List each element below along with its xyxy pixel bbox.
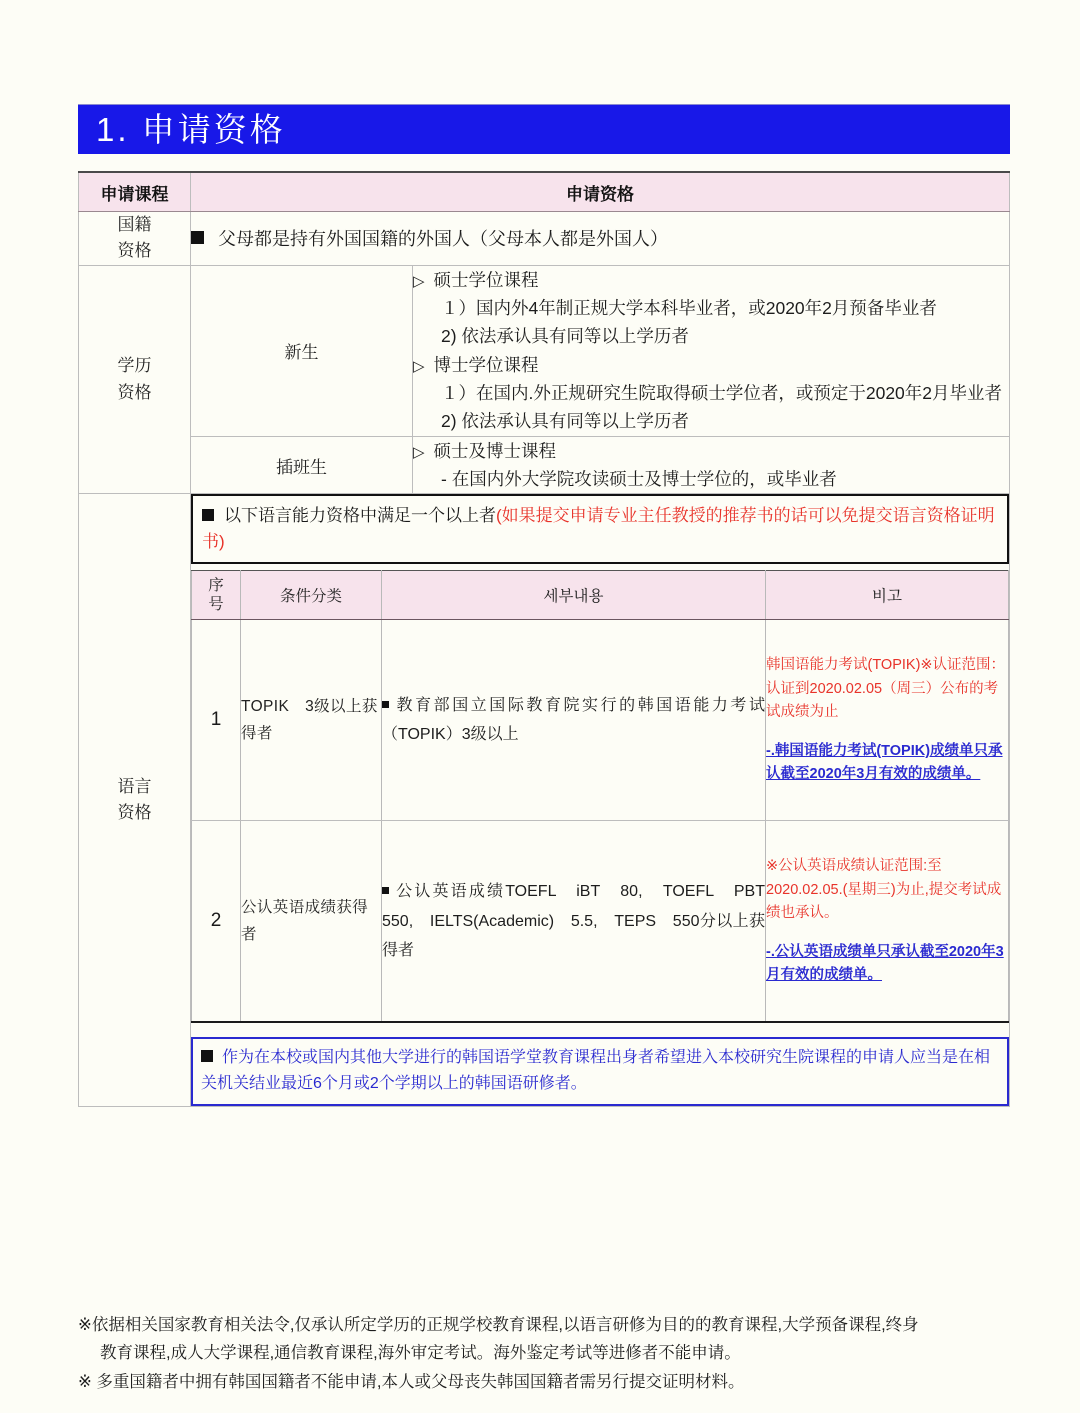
label-nationality-line2: 资格 [117, 241, 152, 261]
new-student-line4-wrap [413, 351, 1009, 379]
new-student-line5: １）在国内.外正规研究生院取得硕士学位者，或预定于2020年2月毕业者 [441, 383, 1003, 404]
triangle-bullet-icon: ▷ [413, 357, 425, 375]
sublabel-transfer-student: 插班生 [191, 436, 413, 494]
label-language-line2: 资格 [117, 803, 152, 823]
bullet-square-icon [191, 231, 204, 244]
row2-remark-red: ※公认英语成绩认证范围:至2020.02.05.(星期三)为止,提交考试成绩也承认。 [766, 858, 1002, 921]
label-education-line1: 学历 [117, 356, 152, 376]
label-nationality [79, 212, 191, 266]
row1-detail-cell [382, 620, 766, 821]
row2-remark-cell [766, 821, 1009, 1023]
cell-nationality-content [191, 212, 1010, 266]
transfer-line1-wrap [413, 437, 1009, 465]
inner-header-no-line2: 号 [208, 596, 224, 614]
footnote-1-main: ※依据相关国家教育相关法令,仅承认所定学历的正规学校教育课程,以语言研修为目的的教育课程,大学预备课程,终身 [78, 1316, 919, 1334]
triangle-bullet-icon: ▷ [413, 272, 425, 290]
bullet-small-square-icon [382, 701, 389, 708]
row1-remark-red: 韩国语能力考试(TOPIK)※认证范围：认证到2020.02.05（周三）公布的考试成绩为止 [766, 657, 1006, 720]
sublabel-new-student: 新生 [191, 265, 413, 436]
notice-black-text: 以下语言能力资格中满足一个以上者 [224, 506, 496, 526]
page-title: 1. 申请资格 [96, 111, 286, 148]
footnote-2: ※ 多重国籍者中拥有韩国国籍者不能申请,本人或父母丧失韩国国籍者需另行提交证明材料。 [78, 1373, 745, 1392]
row1-category: TOPIK 3级以上获得者 [241, 620, 382, 821]
header-qualification: 申请资格 [191, 172, 1010, 212]
nationality-text: 父母都是持有外国国籍的外国人（父母本人都是外国人） [218, 229, 668, 250]
qualification-table [78, 171, 1010, 1107]
table-header-row [79, 172, 1010, 212]
row2-no: 2 [192, 821, 241, 1023]
inner-header-remark: 비고 [766, 571, 1009, 620]
notice-red-text: (如果提交申请专业主任教授的推荐书的话可以免提交语言资格证明书) [202, 506, 995, 551]
new-student-line2: １）国内外4年制正规大学本科毕业者，或2020年2月预备毕业者 [441, 298, 937, 319]
inner-header-row [192, 571, 1009, 620]
table-row [192, 620, 1009, 821]
triangle-bullet-icon: ▷ [413, 443, 425, 461]
row1-detail: 教育部国立国际教育院实行的韩国语能力考试（TOPIK）3级以上 [382, 696, 765, 744]
footnote-1-cont: 教育课程,成人大学课程,通信教育课程,海外审定考试。海外鉴定考试等进修者不能申请。 [100, 1343, 741, 1362]
row-education-new [79, 265, 1010, 436]
row2-detail-cell [382, 821, 766, 1023]
label-nationality-line1: 国籍 [117, 215, 152, 234]
row1-no: 1 [192, 620, 241, 821]
label-language-line1: 语言 [117, 776, 152, 796]
header-program: 申请课程 [79, 172, 191, 212]
row1-remark-blue: -.韩国语能力考试(TOPIK)成绩单只承认截至2020年3月有效的成绩单。 [766, 743, 1003, 783]
row2-remark-blue: -.公认英语成绩单只承认截至2020年3月有效的成绩单。 [766, 944, 1004, 984]
cell-language-content [191, 494, 1010, 1106]
language-notice-box [191, 494, 1009, 564]
language-requirements-table [191, 570, 1009, 1023]
row-education-transfer [79, 436, 1010, 494]
new-student-line1: 硕士学位课程 [433, 269, 539, 290]
label-language [79, 494, 191, 1106]
footnotes [78, 1312, 1023, 1399]
bullet-square-icon [201, 1050, 213, 1062]
row-nationality [79, 212, 1010, 266]
section-banner [78, 104, 1010, 154]
cell-transfer-student-content [413, 436, 1010, 494]
new-student-line1-wrap [413, 266, 1009, 294]
transfer-line1: 硕士及博士课程 [433, 440, 557, 461]
transfer-line2: - 在国内外大学院攻读硕士及博士学位的，或毕业者 [441, 469, 837, 490]
cell-new-student-content [413, 265, 1010, 436]
bullet-square-icon [202, 509, 214, 521]
label-education-line2: 资格 [117, 382, 152, 402]
row2-detail: 公认英语成绩TOEFL iBT 80, TOEFL PBT 550, IELTS(Academic) 5.5, TEPS 550分以上获得者 [382, 883, 765, 960]
bullet-small-square-icon [382, 887, 389, 894]
row-language [79, 494, 1010, 1106]
blue-box-text: 作为在本校或国内其他大学进行的韩国语学堂教育课程出身者希望进入本校研究生院课程的申请人应当是在相关机关结业最近6个月或2个学期以上的韩国语研修者。 [201, 1049, 991, 1093]
inner-header-no [192, 571, 241, 620]
inner-header-detail: 세부내용 [382, 571, 766, 620]
new-student-line6: 2) 依法承认具有同等以上学历者 [441, 411, 689, 432]
new-student-line4: 博士学位课程 [433, 354, 539, 375]
inner-header-no-line1: 序 [208, 577, 224, 595]
korean-language-institute-box [191, 1037, 1009, 1105]
table-row [192, 821, 1009, 1023]
row1-remark-cell [766, 620, 1009, 821]
footnote-1 [78, 1312, 1023, 1367]
new-student-line3: 2) 依法承认具有同等以上学历者 [441, 326, 689, 347]
row2-category: 公认英语成绩获得者 [241, 821, 382, 1023]
label-education [79, 265, 191, 494]
inner-header-category: 条件分类 [241, 571, 382, 620]
